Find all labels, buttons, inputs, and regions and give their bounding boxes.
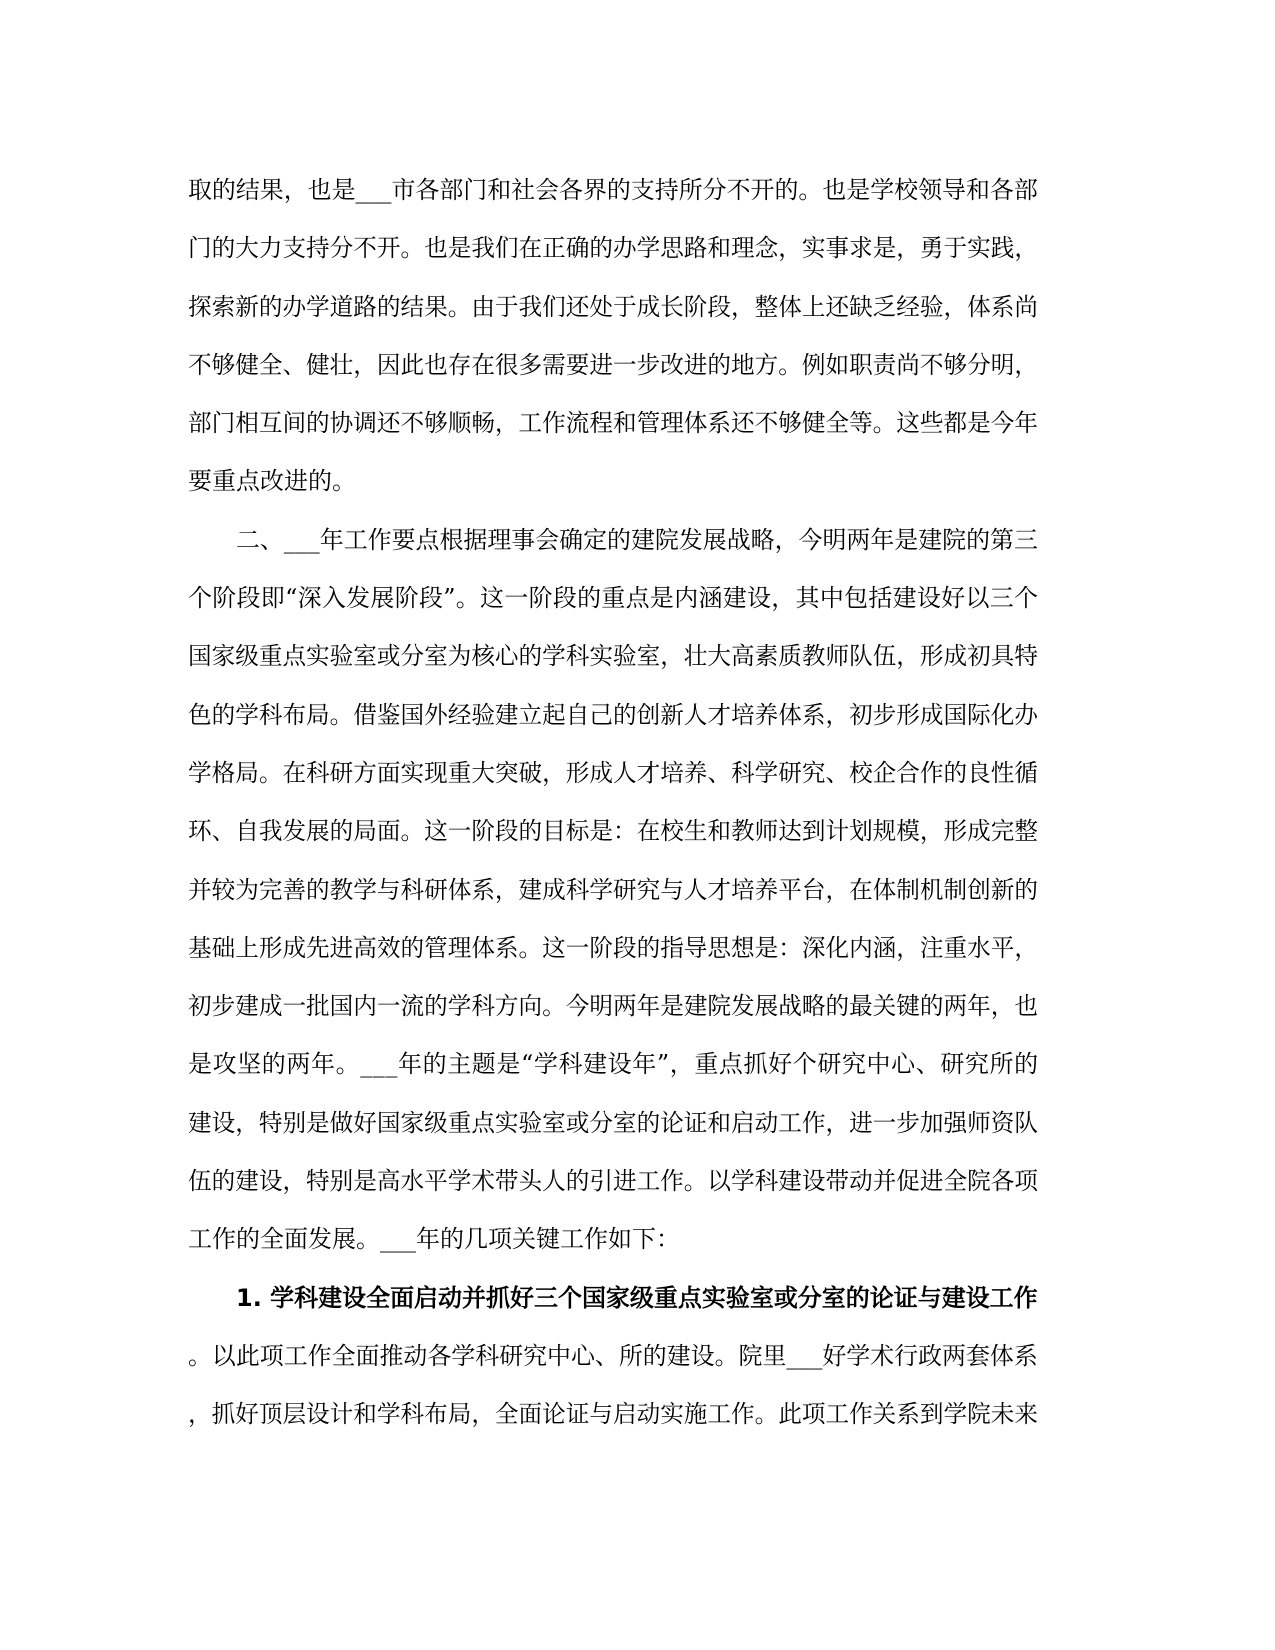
section-heading: 1. 学科建设全面启动并抓好三个国家级重点实验室或分室的论证与建设工作 bbox=[236, 1283, 1038, 1312]
text-line: 。以此项工作全面推动各学科研究中心、所的建设。院里___好学术行政两套体系 bbox=[188, 1341, 1038, 1370]
text-line: 环、自我发展的局面。这一阶段的目标是：在校生和教师达到计划规模，形成完整 bbox=[188, 817, 1038, 846]
text-line: 初步建成一批国内一流的学科方向。今明两年是建院发展战略的最关键的两年，也 bbox=[188, 992, 1038, 1021]
text-line: 色的学科布局。借鉴国外经验建立起自己的创新人才培养体系，初步形成国际化办 bbox=[188, 700, 1038, 729]
text-line: 工作的全面发展。___年的几项关键工作如下： bbox=[188, 1225, 680, 1254]
text-line: 基础上形成先进高效的管理体系。这一阶段的指导思想是：深化内涵，注重水平， bbox=[188, 933, 1038, 962]
text-line: 门的大力支持分不开。也是我们在正确的办学思路和理念，实事求是，勇于实践， bbox=[188, 234, 1038, 263]
text-line: 学格局。在科研方面实现重大突破，形成人才培养、科学研究、校企合作的良性循 bbox=[188, 758, 1038, 787]
text-line: 个阶段即“深入发展阶段”。这一阶段的重点是内涵建设，其中包括建设好以三个 bbox=[188, 584, 1039, 613]
text-line: 不够健全、健壮，因此也存在很多需要进一步改进的地方。例如职责尚不够分明， bbox=[188, 350, 1038, 379]
text-line: 是攻坚的两年。___年的主题是“学科建设年”，重点抓好个研究中心、研究所的 bbox=[188, 1050, 1039, 1079]
text-line: 取的结果，也是___市各部门和社会各界的支持所分不开的。也是学校领导和各部 bbox=[188, 176, 1038, 204]
text-line: 部门相互间的协调还不够顺畅，工作流程和管理体系还不够健全等。这些都是今年 bbox=[188, 409, 1038, 438]
document-body bbox=[188, 171, 1088, 1454]
text-line: 国家级重点实验室或分室为核心的学科实验室，壮大高素质教师队伍，形成初具特 bbox=[188, 642, 1038, 671]
text-line: 建设，特别是做好国家级重点实验室或分室的论证和启动工作，进一步加强师资队 bbox=[188, 1108, 1038, 1137]
text-line: 伍的建设，特别是高水平学术带头人的引进工作。以学科建设带动并促进全院各项 bbox=[188, 1167, 1038, 1196]
text-line: 要重点改进的。 bbox=[188, 467, 356, 496]
text-line: 二、___年工作要点根据理事会确定的建院发展战略，今明两年是建院的第三 bbox=[236, 525, 1038, 554]
text-line: 并较为完善的教学与科研体系，建成科学研究与人才培养平台，在体制机制创新的 bbox=[188, 875, 1038, 904]
text-line: ，抓好顶层设计和学科布局，全面论证与启动实施工作。此项工作关系到学院未来 bbox=[188, 1400, 1038, 1429]
text-line: 探索新的办学道路的结果。由于我们还处于成长阶段，整体上还缺乏经验，体系尚 bbox=[188, 292, 1038, 321]
